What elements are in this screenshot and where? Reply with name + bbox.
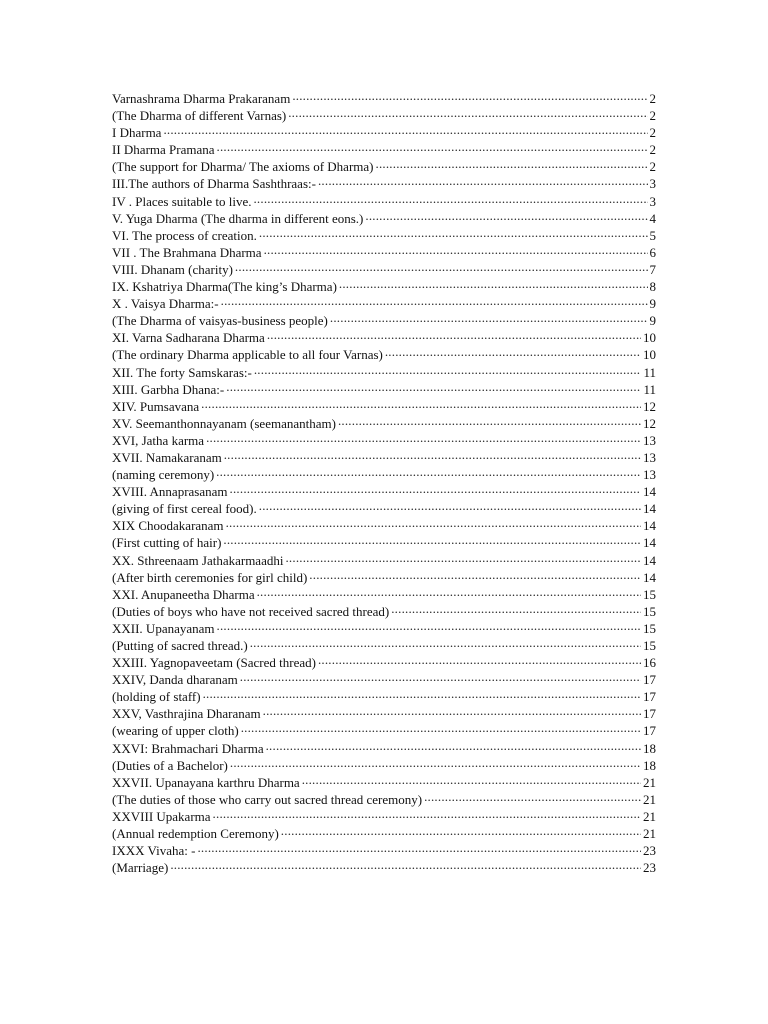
toc-entry[interactable] [112, 466, 656, 483]
toc-entry-page-number: 11 [643, 364, 656, 380]
toc-entry-page-number: 17 [643, 672, 656, 688]
toc-entry-page-number: 2 [649, 91, 656, 106]
toc-entry[interactable] [112, 757, 656, 774]
toc-dot-leader [424, 791, 641, 804]
toc-entry-page-number: 14 [643, 535, 656, 551]
toc-dot-leader [285, 552, 641, 565]
toc-dot-leader [201, 398, 641, 411]
toc-entry-page-number: 6 [649, 244, 656, 260]
toc-entry[interactable] [112, 175, 656, 192]
toc-entry[interactable] [112, 603, 656, 620]
toc-dot-leader [221, 295, 648, 308]
toc-entry[interactable] [112, 432, 656, 449]
toc-entry[interactable] [112, 569, 656, 586]
toc-entry-title: (After birth ceremonies for girl child) [112, 569, 308, 585]
toc-entry-title: V. Yuga Dharma (The dharma in different eons.) [112, 210, 364, 226]
toc-entry-page-number: 4 [649, 210, 656, 226]
toc-entry-page-number: 21 [643, 791, 656, 807]
toc-entry-page-number: 15 [643, 586, 656, 602]
toc-dot-leader [216, 466, 641, 479]
toc-entry-page-number: 14 [643, 518, 656, 534]
toc-entry-title: XIV. Pumsavana [112, 398, 200, 414]
toc-entry-page-number: 3 [649, 176, 656, 192]
toc-dot-leader [385, 346, 641, 359]
toc-entry[interactable] [112, 552, 656, 569]
toc-dot-leader [288, 107, 647, 120]
toc-entry[interactable] [112, 193, 656, 210]
toc-entry[interactable] [112, 210, 656, 227]
toc-entry[interactable] [112, 415, 656, 432]
toc-dot-leader [263, 705, 641, 718]
toc-dot-leader [302, 774, 641, 787]
toc-entry-title: (First cutting of hair) [112, 535, 222, 551]
toc-dot-leader [197, 842, 641, 855]
toc-entry-page-number: 5 [649, 227, 656, 243]
toc-entry[interactable] [112, 312, 656, 329]
toc-entry[interactable] [112, 346, 656, 363]
toc-entry[interactable] [112, 859, 656, 876]
toc-entry[interactable] [112, 449, 656, 466]
toc-entry-title: II Dharma Pramana [112, 142, 215, 158]
toc-entry-title: IV . Places suitable to live. [112, 193, 252, 209]
toc-entry-title: XXV, Vasthrajina Dharanam [112, 706, 261, 722]
toc-dot-leader [224, 449, 641, 462]
toc-entry-title: XXVII. Upanayana karthru Dharma [112, 774, 300, 790]
toc-entry-title: XVII. Namakaranam [112, 449, 222, 465]
toc-entry-page-number: 9 [649, 296, 656, 312]
toc-dot-leader [217, 620, 641, 633]
toc-entry-title: (giving of first cereal food). [112, 501, 257, 517]
toc-entry[interactable] [112, 534, 656, 551]
toc-entry[interactable] [112, 158, 656, 175]
toc-dot-leader [240, 671, 641, 684]
toc-entry-title: I Dharma [112, 125, 162, 141]
toc-entry[interactable] [112, 364, 656, 381]
toc-entry-page-number: 15 [643, 603, 656, 619]
toc-entry-title: (holding of staff) [112, 689, 201, 705]
toc-dot-leader [259, 500, 641, 513]
toc-dot-leader [318, 175, 648, 188]
toc-entry[interactable] [112, 586, 656, 603]
toc-entry-title: Varnashrama Dharma Prakaranam [112, 91, 291, 106]
toc-entry[interactable] [112, 483, 656, 500]
toc-entry-title: III.The authors of Dharma Sashthraas:- [112, 176, 316, 192]
toc-dot-leader [266, 740, 641, 753]
toc-entry-title: X . Vaisya Dharma:- [112, 296, 219, 312]
toc-dot-leader [226, 381, 641, 394]
toc-entry[interactable] [112, 637, 656, 654]
toc-dot-leader [250, 637, 641, 650]
toc-entry-title: XII. The forty Samskaras:- [112, 364, 252, 380]
toc-entry-title: (Marriage) [112, 860, 169, 876]
toc-entry-page-number: 2 [649, 108, 656, 124]
toc-entry-page-number: 15 [643, 638, 656, 653]
toc-entry-title: (Putting of sacred thread.) [112, 638, 248, 653]
toc-entry[interactable] [112, 808, 656, 825]
toc-dot-leader [203, 688, 641, 701]
toc-dot-leader [259, 227, 648, 240]
toc-entry-title: (The support for Dharma/ The axioms of Dharma) [112, 159, 374, 175]
toc-entry-page-number: 18 [643, 757, 656, 773]
toc-entry-page-number: 12 [643, 415, 656, 431]
toc-dot-leader [338, 415, 641, 428]
toc-entry[interactable] [112, 244, 656, 261]
table-of-contents [112, 90, 656, 876]
toc-entry-title: (The Dharma of vaisyas-business people) [112, 313, 328, 329]
toc-entry-title: XV. Seemanthonnayanam (seemanantham) [112, 415, 336, 431]
toc-entry-page-number: 21 [643, 808, 656, 824]
toc-entry-title: XXI. Anupaneetha Dharma [112, 586, 255, 602]
toc-entry-page-number: 14 [643, 484, 656, 500]
toc-entry-title: VIII. Dhanam (charity) [112, 261, 233, 277]
toc-entry[interactable] [112, 620, 656, 637]
toc-entry-title: XXVIII Upakarma [112, 808, 211, 824]
toc-entry-page-number: 10 [643, 347, 656, 363]
toc-entry-title: XXII. Upanayanam [112, 620, 215, 636]
toc-dot-leader [267, 329, 641, 342]
toc-entry-title: VI. The process of creation. [112, 227, 257, 243]
toc-dot-leader [257, 586, 641, 599]
toc-entry[interactable] [112, 329, 656, 346]
toc-dot-leader [230, 757, 641, 770]
toc-entry-title: VII . The Brahmana Dharma [112, 244, 262, 260]
toc-entry-title: IXXX Vivaha: - [112, 843, 196, 859]
toc-entry-page-number: 2 [649, 125, 656, 141]
toc-dot-leader [217, 141, 648, 154]
toc-entry[interactable] [112, 381, 656, 398]
toc-entry-page-number: 7 [649, 261, 656, 277]
toc-dot-leader [226, 517, 641, 530]
toc-entry[interactable] [112, 688, 656, 705]
toc-entry-page-number: 17 [643, 706, 656, 722]
toc-entry[interactable] [112, 295, 656, 312]
toc-dot-leader [206, 432, 641, 445]
toc-entry-page-number: 23 [643, 843, 656, 859]
toc-entry-page-number: 17 [643, 723, 656, 739]
toc-dot-leader [213, 808, 641, 821]
toc-entry-page-number: 16 [643, 655, 656, 671]
toc-dot-leader [163, 124, 647, 137]
toc-entry[interactable] [112, 261, 656, 278]
toc-entry-title: XXIII. Yagnopaveetam (Sacred thread) [112, 655, 316, 671]
toc-dot-leader [309, 569, 641, 582]
toc-entry[interactable] [112, 671, 656, 688]
toc-entry-title: (The ordinary Dharma applicable to all four Varnas) [112, 347, 383, 363]
toc-entry-title: (naming ceremony) [112, 467, 215, 483]
toc-entry-page-number: 14 [643, 552, 656, 568]
toc-dot-leader [230, 483, 641, 496]
toc-entry[interactable] [112, 825, 656, 842]
toc-entry-page-number: 12 [643, 398, 656, 414]
toc-entry[interactable] [112, 842, 656, 859]
toc-entry[interactable] [112, 90, 656, 107]
toc-entry-title: XIII. Garbha Dhana:- [112, 381, 225, 397]
toc-entry[interactable] [112, 107, 656, 124]
toc-entry-title: XVI, Jatha karma [112, 432, 205, 448]
toc-entry[interactable] [112, 500, 656, 517]
toc-entry-title: XI. Varna Sadharana Dharma [112, 330, 265, 346]
toc-dot-leader [264, 244, 648, 257]
toc-entry-page-number: 15 [643, 620, 656, 636]
toc-entry[interactable] [112, 278, 656, 295]
toc-entry[interactable] [112, 124, 656, 141]
toc-entry[interactable] [112, 654, 656, 671]
toc-dot-leader [365, 210, 647, 223]
toc-entry-page-number: 17 [643, 689, 656, 705]
toc-entry-title: (The Dharma of different Varnas) [112, 108, 287, 124]
toc-dot-leader [170, 859, 641, 872]
toc-entry-page-number: 10 [643, 330, 656, 346]
toc-entry[interactable] [112, 791, 656, 808]
toc-entry-title: XIX Choodakaranam [112, 518, 224, 534]
toc-dot-leader [376, 158, 648, 171]
toc-dot-leader [253, 193, 647, 206]
toc-entry[interactable] [112, 722, 656, 739]
toc-entry-page-number: 14 [643, 501, 656, 517]
toc-entry[interactable] [112, 227, 656, 244]
toc-entry[interactable] [112, 517, 656, 534]
toc-entry-title: XXIV, Danda dharanam [112, 672, 238, 688]
toc-dot-leader [241, 722, 641, 735]
toc-entry-page-number: 21 [643, 774, 656, 790]
toc-entry-title: IX. Kshatriya Dharma(The king’s Dharma) [112, 279, 337, 295]
toc-dot-leader [281, 825, 641, 838]
toc-dot-leader [318, 654, 641, 667]
toc-entry[interactable] [112, 398, 656, 415]
toc-entry-page-number: 3 [649, 193, 656, 209]
toc-entry-page-number: 21 [643, 826, 656, 842]
toc-dot-leader [391, 603, 641, 616]
toc-entry-title: XVIII. Annaprasanam [112, 484, 228, 500]
toc-entry-page-number: 13 [643, 449, 656, 465]
toc-entry-page-number: 2 [649, 142, 656, 158]
toc-entry-title: (Annual redemption Ceremony) [112, 826, 279, 842]
toc-entry-page-number: 18 [643, 740, 656, 756]
toc-entry[interactable] [112, 705, 656, 722]
toc-entry-title: (Duties of a Bachelor) [112, 757, 228, 773]
toc-entry-title: (Duties of boys who have not received sacred thread) [112, 603, 390, 619]
toc-entry-title: (The duties of those who carry out sacred thread ceremony) [112, 791, 423, 807]
toc-entry[interactable] [112, 141, 656, 158]
toc-dot-leader [254, 364, 642, 377]
toc-dot-leader [235, 261, 648, 274]
toc-entry-page-number: 13 [643, 467, 656, 483]
toc-entry-page-number: 13 [643, 432, 656, 448]
toc-entry-page-number: 9 [649, 313, 656, 329]
toc-dot-leader [339, 278, 648, 291]
toc-entry-page-number: 11 [643, 381, 656, 397]
toc-entry-page-number: 8 [649, 279, 656, 295]
toc-entry-page-number: 2 [649, 159, 656, 175]
toc-dot-leader [223, 534, 641, 547]
toc-entry[interactable] [112, 774, 656, 791]
toc-entry-title: XXVI: Brahmachari Dharma [112, 740, 264, 756]
toc-entry[interactable] [112, 740, 656, 757]
toc-dot-leader [330, 312, 648, 325]
toc-entry-title: XX. Sthreenaam Jathakarmaadhi [112, 552, 284, 568]
toc-entry-title: (wearing of upper cloth) [112, 723, 239, 739]
toc-entry-page-number: 14 [643, 569, 656, 585]
toc-entry-page-number: 23 [643, 860, 656, 876]
toc-dot-leader [292, 90, 647, 103]
